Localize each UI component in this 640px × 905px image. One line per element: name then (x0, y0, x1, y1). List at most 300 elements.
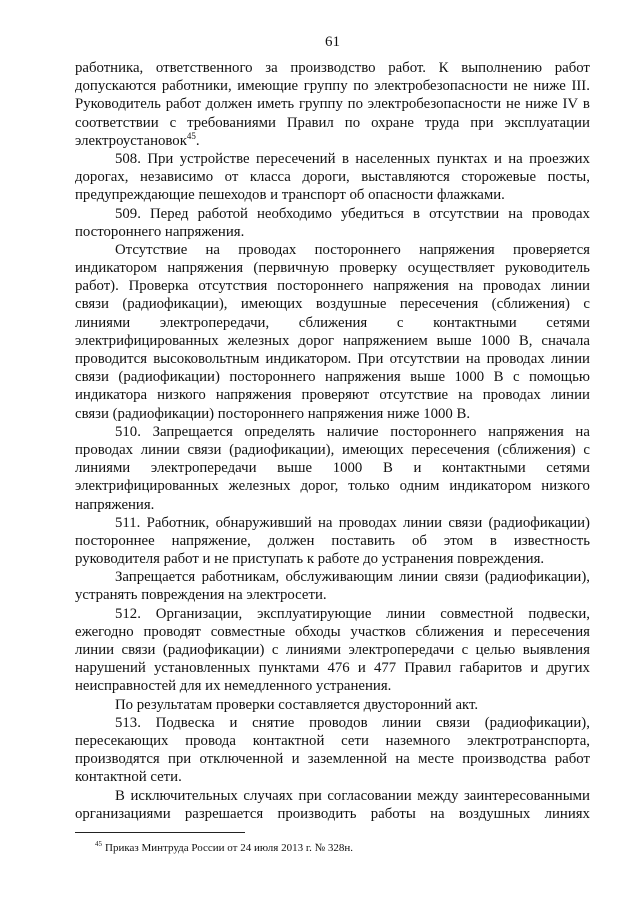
paragraph (75, 568, 590, 604)
word: пересечения (399, 296, 479, 313)
word: линиях (544, 805, 590, 822)
word: работ. (388, 60, 426, 76)
text-line (75, 259, 590, 277)
word: эксплуатирующие (257, 605, 372, 622)
word: пересечения (511, 623, 590, 640)
word: линии (403, 514, 443, 531)
word: (сближения) (497, 441, 576, 458)
word: труда (424, 114, 460, 131)
paragraph (75, 714, 590, 787)
word: на (465, 351, 481, 367)
word: ниже (525, 96, 558, 113)
word: выставляются (361, 169, 450, 186)
word: 1000 (480, 332, 511, 349)
word: посты, (547, 169, 590, 186)
word: электробезопасности (374, 78, 508, 95)
word: (радиофикации), (484, 714, 590, 731)
word: совместные (210, 623, 286, 640)
footnote (95, 840, 353, 856)
text-line (75, 95, 590, 113)
word: электробезопасности (367, 96, 502, 113)
word: группу (298, 96, 343, 113)
text-line (75, 205, 590, 223)
text-line (75, 132, 590, 150)
word: постороннего (390, 423, 477, 440)
word: не (505, 96, 521, 113)
word: должен (205, 96, 253, 113)
word: В (115, 787, 125, 804)
line-text: электроустановок (75, 132, 187, 149)
word: Запрещается (115, 569, 196, 586)
text-line: устранять повреждения на электросети. (75, 587, 327, 604)
text-line (75, 277, 590, 295)
word: целью (475, 642, 516, 658)
text-line (75, 750, 590, 768)
word: с (512, 369, 520, 386)
word: линии (75, 642, 115, 658)
word: охране (371, 114, 414, 131)
word: работой (197, 205, 248, 222)
word: напряжения (325, 369, 401, 386)
word: линии (140, 441, 180, 458)
text-line (75, 350, 590, 368)
word: Отсутствие (115, 241, 188, 258)
word: известность (513, 532, 590, 549)
word: напряжением (342, 332, 428, 349)
paragraph (75, 605, 590, 696)
word: 510. (115, 423, 141, 440)
word: работ (554, 751, 590, 768)
paragraph (75, 59, 590, 150)
word: руководитель (505, 260, 590, 277)
word: В (493, 369, 504, 386)
word: напряжения (419, 241, 495, 258)
word: постороннего (314, 241, 401, 258)
word: (радиофикации) (162, 642, 265, 658)
word: В (382, 460, 393, 477)
word: проверяется (512, 241, 590, 258)
word: 512. (115, 605, 141, 622)
word: контактными (442, 460, 526, 477)
word: (сближения) (491, 296, 570, 313)
text-line (75, 568, 590, 586)
word: провода (185, 732, 236, 749)
word: требованиями (187, 114, 276, 131)
word: от (224, 169, 239, 186)
word: и (493, 150, 502, 167)
word: напряжения (167, 260, 244, 277)
word: на (508, 150, 523, 167)
word: Запрещается (152, 423, 233, 440)
word: в (412, 205, 420, 222)
word: на (205, 241, 221, 258)
word: проводах (486, 351, 545, 367)
word: сетями (546, 460, 590, 477)
word: класса (249, 169, 291, 186)
word: снятие (252, 714, 295, 731)
text-line (75, 477, 590, 495)
page-number: 61 (325, 34, 340, 50)
word: электрифицированных (75, 478, 219, 495)
word: отсутствии (389, 351, 460, 367)
word: совместной (440, 605, 514, 622)
text-line (75, 332, 590, 350)
word: определять (244, 423, 316, 440)
word: (радиофикации), (122, 296, 228, 313)
word: согласовании (327, 787, 412, 804)
text-line: контактной сети. (75, 769, 182, 786)
word: заземленной (307, 751, 388, 768)
word: иметь (257, 96, 295, 113)
word: Подвеска (155, 714, 215, 731)
word: контактными (433, 314, 517, 331)
word: габаритов (459, 660, 523, 677)
word: с (583, 296, 590, 313)
word: обнаруживший (215, 514, 312, 531)
text-line (75, 150, 590, 168)
word: по (353, 78, 369, 95)
word: индикатора (75, 387, 148, 404)
word: допускаются (75, 78, 157, 95)
word: на (395, 751, 410, 768)
paragraph (75, 241, 590, 423)
word: низкого (157, 387, 206, 404)
word: электропередачи (150, 460, 257, 477)
word: Перед (149, 205, 189, 222)
word: III. (571, 78, 590, 95)
word: железных (228, 478, 291, 495)
word: работникам, (201, 569, 280, 586)
word: сторожевые (461, 169, 537, 186)
word: независимо (139, 169, 214, 186)
word: на (458, 278, 474, 295)
paragraph (75, 150, 590, 205)
word: пересечений (255, 150, 336, 167)
word: месте (418, 751, 454, 768)
word: с (271, 642, 279, 658)
word: обслуживающим (285, 569, 393, 586)
word: в (582, 96, 590, 113)
word: проводов (309, 714, 368, 731)
word: линии (550, 278, 590, 295)
word: связи (187, 441, 222, 458)
word: проводится (75, 351, 148, 367)
word: осуществляет (407, 260, 495, 277)
word: 477 (373, 660, 397, 677)
text-line (75, 514, 590, 532)
word: на (458, 387, 473, 404)
word: проводах (238, 241, 297, 258)
word: Работник, (146, 514, 210, 531)
word: дорог, (300, 478, 339, 495)
word: проводах (338, 514, 397, 531)
word: только (348, 478, 390, 495)
word: разрешается (184, 805, 264, 822)
text-line (75, 441, 590, 459)
word: за (265, 60, 278, 76)
word: (радиофикации), (484, 569, 590, 586)
word: пунктами (258, 660, 320, 677)
word: других (546, 660, 590, 677)
paragraph (75, 205, 590, 241)
word: с (583, 441, 590, 458)
word: проезжих (529, 150, 590, 167)
word: пересекающих (75, 732, 169, 749)
word: низкого (541, 478, 590, 495)
word: на (317, 514, 333, 531)
word: (первичную (253, 260, 329, 277)
word: связи (448, 514, 483, 531)
text-line: По результатам проверки составляется двусторонний акт. (115, 696, 479, 713)
word: линии (550, 351, 590, 367)
word: населенных (355, 150, 431, 167)
text-line (75, 168, 590, 186)
word: при (470, 114, 494, 131)
body-text (75, 59, 590, 823)
word: об (411, 532, 427, 549)
word: пунктах (436, 150, 488, 167)
word: ответственного (155, 60, 253, 76)
word: индикатором. (265, 351, 352, 367)
word: воздушных (458, 805, 531, 822)
word: линиями (75, 314, 131, 331)
word: и (493, 623, 502, 640)
word: с (396, 314, 404, 331)
word: отсутствии (429, 205, 500, 222)
word: связи (75, 369, 109, 386)
text-line: напряжения. (75, 496, 155, 513)
text-line (75, 386, 590, 404)
word: по (347, 96, 363, 113)
text-line (75, 77, 590, 95)
text-line: постороннего напряжения. (75, 223, 245, 240)
word: при (298, 787, 322, 804)
word: заинтересованными (463, 787, 590, 804)
word: постороннее (75, 532, 155, 549)
text-line: связи (радиофикации) постороннего напряжения ниже 1000 В. (75, 405, 471, 422)
text-line: руководителя работ и не приступать к работе до устранения повреждения. (75, 551, 545, 568)
word: при (167, 751, 192, 768)
word: (радиофикации), (229, 441, 335, 458)
word: на (430, 805, 445, 822)
word: сети (341, 732, 369, 749)
word: сначала (541, 332, 590, 349)
word: одним (399, 478, 440, 495)
word: должен (267, 532, 315, 549)
text-line (75, 787, 590, 805)
word: работники, (161, 78, 232, 95)
word: IV (562, 96, 579, 113)
word: на (508, 205, 523, 222)
word: имеющие (237, 78, 299, 95)
word: производить (277, 805, 357, 822)
word: (радиофикации) (118, 369, 220, 386)
word: проверяют (301, 387, 370, 404)
text-line: предупреждающие пешеходов и транспорт об опасности флажками. (75, 187, 505, 204)
word: постороннего (277, 278, 364, 295)
word: с (169, 114, 177, 131)
word: связи (121, 642, 156, 658)
text-line (75, 641, 590, 659)
text-line (75, 59, 590, 77)
word: В, (518, 332, 533, 349)
word: между (417, 787, 459, 804)
word: проводах (482, 387, 541, 404)
word: индикатором (75, 260, 157, 277)
word: 508. (115, 150, 141, 167)
word: воздушные (315, 296, 387, 313)
word: высоковольтным (153, 351, 260, 367)
word: выше (277, 460, 313, 477)
word: проводят (143, 623, 201, 640)
word: обходы (294, 623, 341, 640)
word: линиями (285, 642, 342, 658)
word: и (357, 660, 366, 677)
word: работы (370, 805, 416, 822)
word: электротранспорта, (467, 732, 590, 749)
word: имеющих (240, 296, 303, 313)
word: пересечения (411, 441, 490, 458)
word: и (530, 660, 539, 677)
footnote-text: Приказ Минтруда России от 24 июля 2013 г. № 328н. (105, 842, 353, 854)
word: дорогах, (75, 169, 129, 186)
word: в (489, 532, 497, 549)
word: эксплуатации (504, 114, 590, 131)
word: производства (462, 751, 547, 768)
word: соответствии (75, 114, 159, 131)
text-line (75, 605, 590, 623)
word: нарушений (75, 660, 146, 677)
text-line (75, 623, 590, 641)
word: необходимо (257, 205, 332, 222)
word: этом (443, 532, 473, 549)
paragraph (75, 696, 590, 714)
word: на (575, 423, 590, 440)
line-text: . (195, 132, 200, 149)
word: в (341, 150, 349, 167)
word: выполнению (461, 60, 543, 76)
word: электрифицированных (75, 332, 219, 349)
word: 511. (115, 514, 141, 531)
footnote-ref: 45 (186, 130, 196, 141)
word: железных (227, 332, 290, 349)
word: линии (399, 569, 439, 586)
word: (радиофикации) (488, 514, 590, 531)
word: убедиться (340, 205, 404, 222)
word: ежегодно (75, 623, 134, 640)
word: электропередачи, (159, 314, 270, 331)
word: линии (382, 714, 422, 731)
word: выявления (522, 642, 590, 658)
word: сближения (298, 314, 368, 331)
text-line (75, 295, 590, 313)
text-line (75, 314, 590, 332)
word: Проверка (128, 278, 189, 295)
word: 1000 (454, 369, 485, 386)
word: сближения (415, 623, 484, 640)
word: участков (350, 623, 406, 640)
word: линиями (75, 460, 131, 477)
text-line (75, 659, 590, 677)
word: проводах (482, 278, 542, 295)
word: установленных (153, 660, 251, 677)
word: работ (554, 60, 590, 76)
paragraph (75, 423, 590, 514)
word: индикатором (449, 478, 532, 495)
word: Руководитель (75, 96, 161, 113)
text-line (75, 714, 590, 732)
word: наземного (385, 732, 451, 749)
footnote-marker: 45 (95, 840, 102, 848)
text-line (75, 114, 590, 132)
word: отсутствие (379, 387, 449, 404)
word: отсутствия (198, 278, 268, 295)
word: группу (303, 78, 348, 95)
text-line (75, 532, 590, 550)
word: При (357, 351, 384, 367)
footnote-separator (75, 832, 245, 833)
word: напряжения (488, 423, 564, 440)
word: К (438, 60, 449, 76)
word: 513. (115, 714, 141, 731)
text-line (75, 241, 590, 259)
word: связи (75, 296, 109, 313)
word: линии (386, 605, 426, 622)
paragraph (75, 787, 590, 823)
word: сетями (546, 314, 590, 331)
word: и (413, 460, 422, 477)
word: с (461, 642, 469, 658)
word: производство (290, 60, 376, 76)
word: отключенной (199, 751, 284, 768)
word: проводах (531, 205, 590, 222)
word: и (291, 751, 300, 768)
word: случаях (243, 787, 293, 804)
word: устройстве (179, 150, 250, 167)
word: исключительных (130, 787, 238, 804)
word: Правил (286, 114, 334, 131)
word: наличие (326, 423, 379, 440)
word: Правил (404, 660, 452, 677)
text-line (75, 368, 590, 386)
word: линии (550, 387, 590, 404)
word: подвески, (528, 605, 590, 622)
word: выше (410, 369, 446, 386)
word: 1000 (332, 460, 363, 477)
word: связи (436, 714, 471, 731)
word: дороги, (302, 169, 350, 186)
word: и (229, 714, 238, 731)
text-line (75, 423, 590, 441)
word: организациями (75, 805, 171, 822)
word: постороннего (229, 369, 316, 386)
word: поставить (331, 532, 395, 549)
word: контактной (252, 732, 325, 749)
word: по (344, 114, 361, 131)
word: Организации, (155, 605, 243, 622)
word: проверку (339, 260, 398, 277)
word: выше (436, 332, 472, 349)
word: работ (165, 96, 201, 113)
word: работ). (75, 278, 119, 295)
word: При (147, 150, 174, 167)
paragraph (75, 514, 590, 569)
word: напряжения (215, 387, 292, 404)
word: 476 (327, 660, 350, 677)
word: помощью (528, 369, 590, 386)
word: проводах (75, 441, 134, 458)
word: не (513, 78, 528, 95)
